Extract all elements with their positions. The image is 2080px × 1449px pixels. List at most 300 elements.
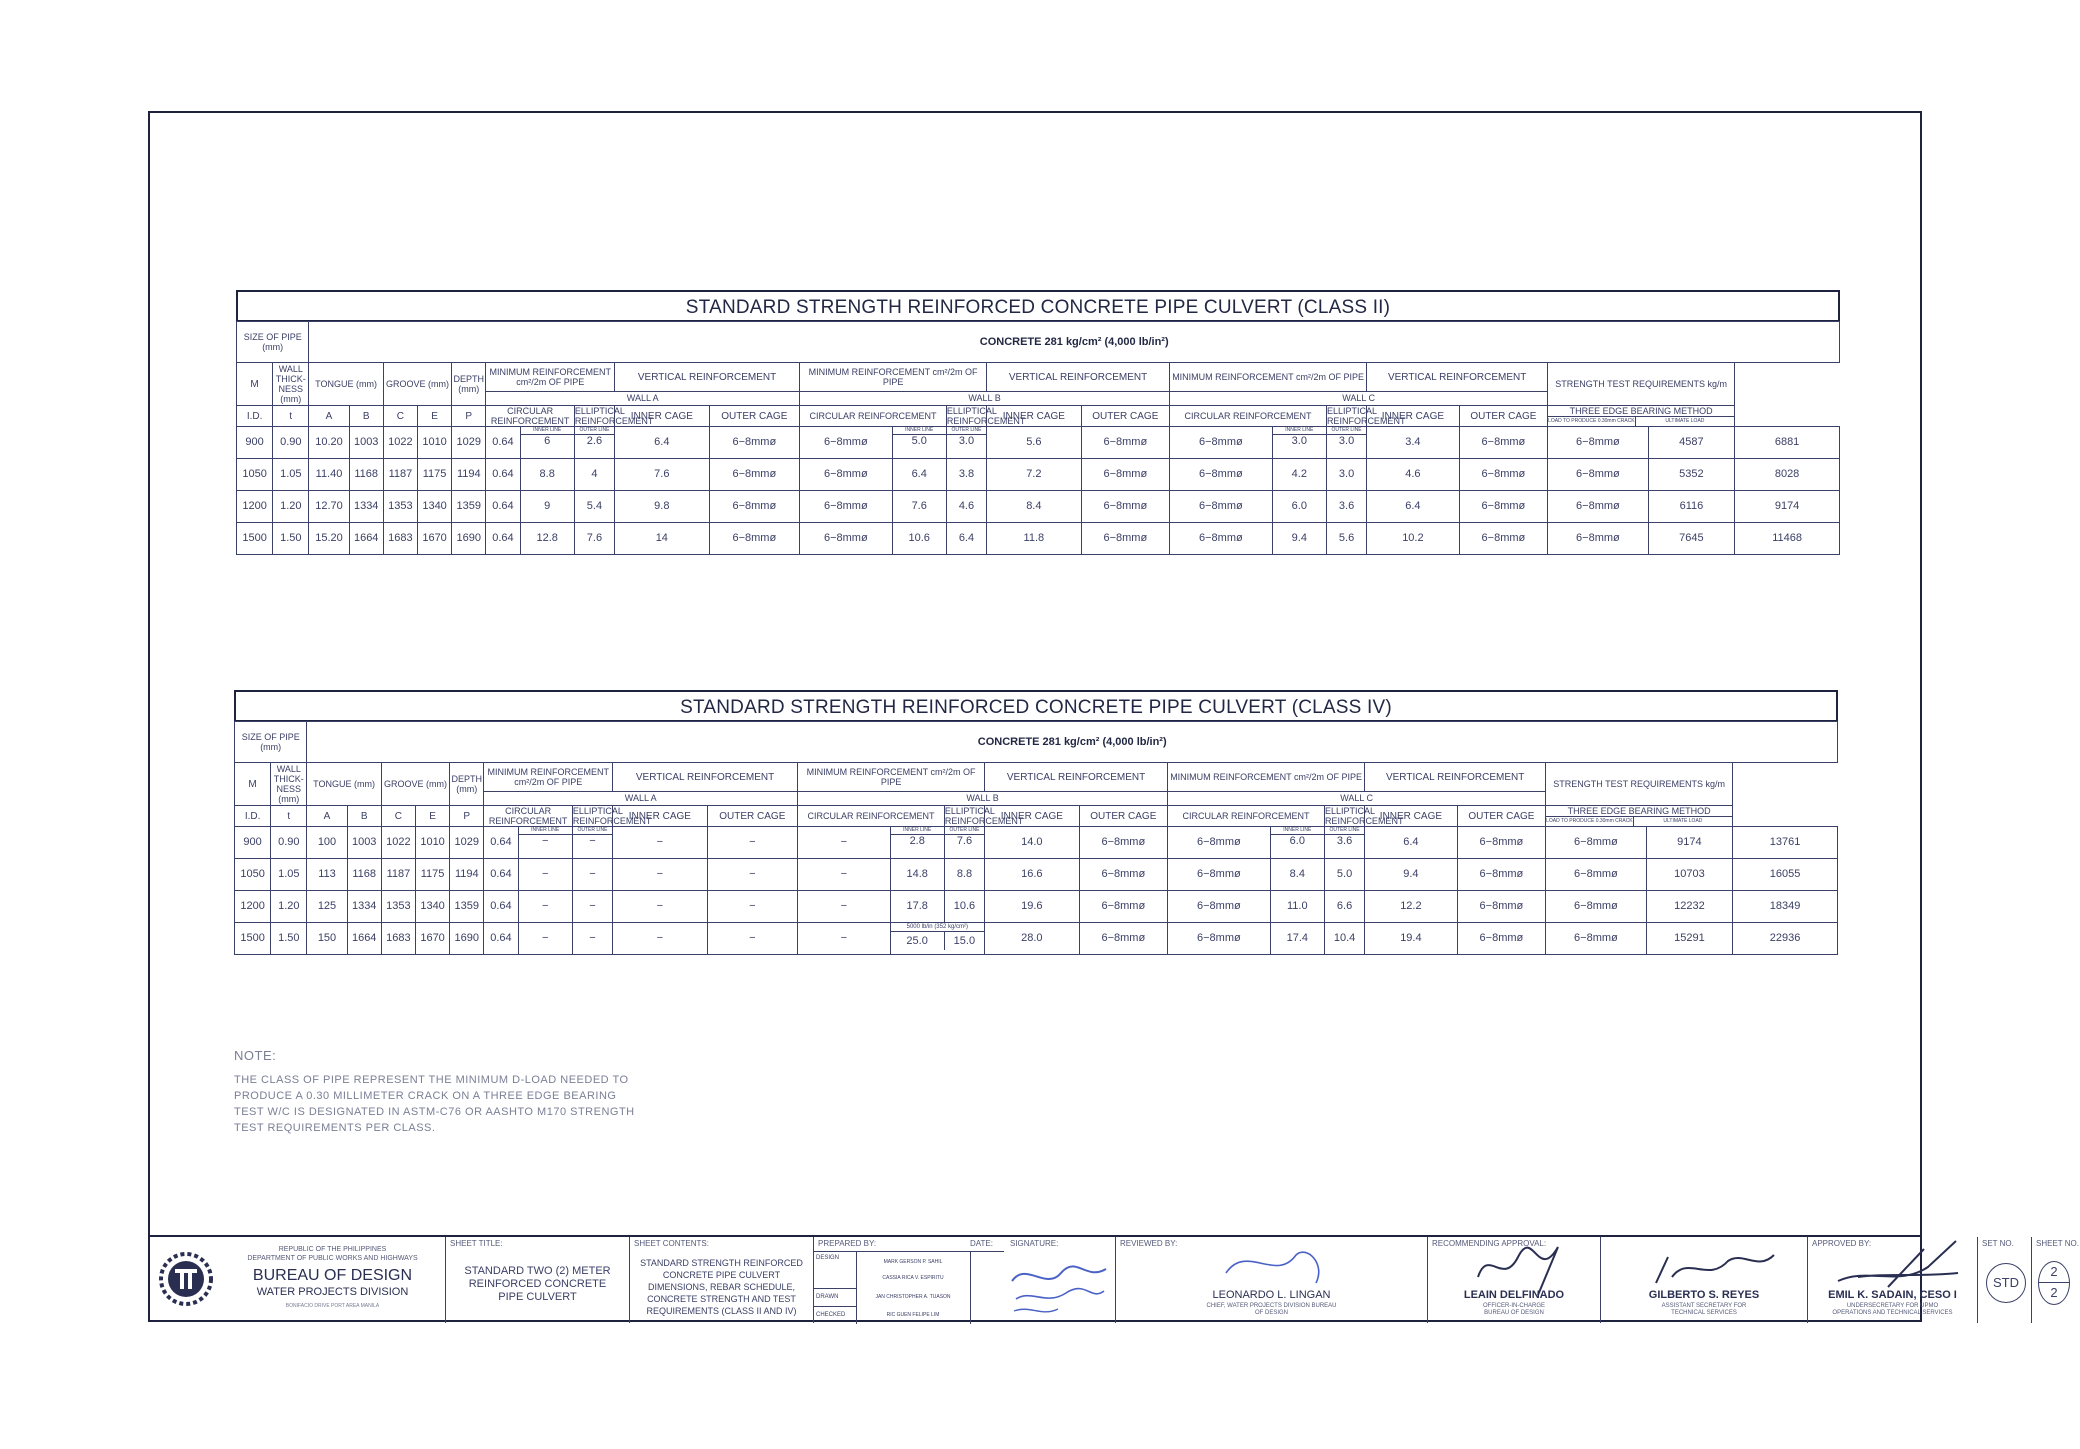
b-header: B: [349, 406, 383, 427]
table-cell: 7.2: [987, 459, 1082, 491]
table-cell: 15291: [1646, 923, 1732, 955]
groove-header: GROOVE (mm): [383, 363, 451, 406]
table-cell: 4.6: [1367, 459, 1460, 491]
min-reinforcement-header: MINIMUM REINFORCEMENT cm²/2m OF PIPE: [798, 763, 985, 792]
approver-name: EMIL K. SADAIN, CESO I: [1828, 1289, 1957, 1301]
table-cell: 14: [615, 523, 710, 555]
table-cell: −: [613, 923, 708, 955]
t-header: t: [273, 406, 309, 427]
elliptical-header: ELLIPTICAL REINFORCEMENT: [1324, 806, 1404, 826]
table-class-ii: [236, 290, 1840, 555]
table-row: [235, 827, 1838, 859]
min-reinforcement-header: MINIMUM REINFORCEMENT cm²/2m OF PIPE: [486, 363, 615, 392]
table-cell: 17.8: [890, 891, 944, 923]
line-sublabel: INNER LINE: [1273, 427, 1326, 435]
table-cell: −: [707, 923, 797, 955]
table-cell-value: 2.6: [586, 435, 603, 447]
table-cell: −: [518, 891, 572, 923]
table-body: [237, 427, 1840, 555]
wall-c-header: WALL C: [1170, 392, 1548, 406]
reviewed-by-cell: [1116, 1237, 1428, 1323]
table-cell: 6−8mmø: [709, 491, 799, 523]
line-sublabel: INNER LINE: [521, 427, 574, 435]
table-cell: 0.64: [484, 923, 518, 955]
table-cell: 11.0: [1270, 891, 1324, 923]
table-cell: 1010: [417, 427, 451, 459]
table-cell: 19.6: [985, 891, 1080, 923]
reviewed-by-label: REVIEWED BY:: [1120, 1239, 1178, 1248]
table-cell: 1353: [381, 891, 415, 923]
table-cell: 6−8mmø: [1459, 523, 1547, 555]
table-cell: 6−8mmø: [1546, 891, 1647, 923]
table-cell: 6−8mmø: [1168, 859, 1271, 891]
table-cell-value: 5.0: [911, 435, 927, 447]
table-cell: 4: [574, 459, 614, 491]
rec1-role: OFFICER-IN-CHARGE BUREAU OF DESIGN: [1483, 1303, 1545, 1316]
table-cell: 1353: [383, 491, 417, 523]
table-cell: [1272, 427, 1326, 459]
vertical-reinforcement-header: VERTICAL REINFORCEMENT: [985, 763, 1168, 792]
table-cell: 3.8: [946, 459, 986, 491]
m-header: M: [237, 363, 273, 406]
checked-label: CHECKED: [814, 1306, 857, 1324]
table-cell: 6−8mmø: [1170, 459, 1273, 491]
table-cell: 12.2: [1365, 891, 1458, 923]
table-cell: 6116: [1648, 491, 1734, 523]
table-cell: 6.6: [1324, 891, 1364, 923]
table-cell: 6−8mmø: [709, 459, 799, 491]
table-cell-value: 2.8: [909, 835, 925, 847]
table-cell: 1683: [383, 523, 417, 555]
table-cell-value: −: [589, 835, 596, 847]
date-label: DATE:: [970, 1239, 993, 1248]
strength-test-header: STRENGTH TEST REQUIREMENTS kg/m: [1546, 763, 1733, 806]
table-cell: 900: [237, 427, 273, 459]
inner-cage-header: INNER CAGE: [985, 806, 1080, 827]
table-cell: [946, 427, 986, 459]
table-cell: 1334: [347, 891, 381, 923]
table-cell: 1500: [235, 923, 271, 955]
table-body: [235, 827, 1838, 955]
table-cell: 6−8mmø: [1170, 491, 1273, 523]
rec2-name: GILBERTO S. REYES: [1648, 1289, 1760, 1301]
table-cell: 6−8mmø: [1079, 859, 1167, 891]
wall-c-header: WALL C: [1168, 792, 1546, 806]
table-cell: 19.4: [1365, 923, 1458, 955]
teb-header: [1546, 806, 1733, 827]
dpwh-seal-icon: [158, 1251, 214, 1307]
table-cell: 6−8mmø: [1548, 459, 1649, 491]
table-cell: 1029: [450, 827, 484, 859]
p-header: P: [452, 406, 486, 427]
table-cell: 6.4: [615, 427, 710, 459]
table-cell: 12.8: [520, 523, 574, 555]
table-cell: 6−8mmø: [1459, 491, 1547, 523]
table-row: [237, 427, 1840, 459]
line-sublabel: OUTER LINE: [947, 427, 986, 435]
line-sublabel: OUTER LINE: [945, 827, 984, 835]
wall-a-header: WALL A: [486, 392, 800, 406]
tongue-header: TONGUE (mm): [307, 763, 381, 806]
table-cell-value: −: [541, 835, 549, 847]
outer-cage-header: OUTER CAGE: [1457, 806, 1545, 827]
table-cell: 7.6: [892, 491, 946, 523]
set-no-cell: [1978, 1237, 2032, 1323]
table-cell: 10.4: [1324, 923, 1364, 955]
elliptical-header: ELLIPTICAL REINFORCEMENT: [574, 406, 654, 426]
id-header: I.D.: [235, 806, 271, 827]
table-cell: 11.8: [987, 523, 1082, 555]
table-row: [235, 859, 1838, 891]
set-no-value: STD: [1986, 1263, 2026, 1303]
table-cell: −: [707, 827, 797, 859]
table-cell: 7.6: [574, 523, 614, 555]
min-reinforcement-header: MINIMUM REINFORCEMENT cm²/2m OF PIPE: [484, 763, 613, 792]
table-cell: 1.50: [271, 923, 307, 955]
table-cell: 1194: [450, 859, 484, 891]
table-cell: 10.6: [892, 523, 946, 555]
sheet-contents-label: SHEET CONTENTS:: [634, 1239, 709, 1248]
table-cell: 6−8mmø: [1459, 459, 1547, 491]
table-cell: 16055: [1733, 859, 1838, 891]
vertical-reinforcement-header: VERTICAL REINFORCEMENT: [613, 763, 798, 792]
wall-b-header: WALL B: [800, 392, 1170, 406]
size-of-pipe-header: SIZE OF PIPE (mm): [237, 322, 309, 363]
vertical-reinforcement-header: VERTICAL REINFORCEMENT: [1367, 363, 1548, 392]
table-cell-value: 3.0: [958, 435, 975, 447]
vertical-reinforcement-header: VERTICAL REINFORCEMENT: [615, 363, 800, 392]
table-grid: [236, 321, 1840, 555]
table-cell: 6−8mmø: [1079, 827, 1167, 859]
agency-cell: [150, 1237, 446, 1323]
table-cell-value: 3.0: [1338, 435, 1355, 447]
table-cell: 8.8: [520, 459, 574, 491]
table-cell: 6−8mmø: [1546, 827, 1647, 859]
m-header: M: [235, 763, 271, 806]
circular-header: CIRCULAR REINFORCEMENT: [484, 806, 572, 827]
circular-header: CIRCULAR REINFORCEMENT: [798, 806, 945, 827]
table-cell: 6−8mmø: [1457, 859, 1545, 891]
table-cell: 13761: [1733, 827, 1838, 859]
table-cell: 5.6: [1326, 523, 1366, 555]
table-cell: [518, 827, 572, 859]
table-cell: 6−8mmø: [800, 523, 893, 555]
signature-scribble-icon: [1468, 1237, 1578, 1297]
table-cell: 6−8mmø: [1548, 491, 1649, 523]
table-cell: 0.64: [486, 427, 520, 459]
table-cell-value: 15.0: [953, 935, 976, 947]
concrete-strength-header: CONCRETE 281 kg/cm² (4,000 lb/in²): [309, 322, 1840, 363]
table-cell: 7.6: [615, 459, 710, 491]
table-cell: 1175: [417, 459, 451, 491]
table-cell: 9174: [1646, 827, 1732, 859]
table-cell: 1683: [381, 923, 415, 955]
min-reinforcement-header: MINIMUM REINFORCEMENT cm²/2m OF PIPE: [1168, 763, 1365, 792]
table-cell: 1359: [452, 491, 486, 523]
design-name-2: CASSIA RICA V. ESPIRITU: [882, 1275, 944, 1281]
table-cell: 0.90: [271, 827, 307, 859]
table-cell: 6.4: [892, 459, 946, 491]
table-cell: 6−8mmø: [1081, 523, 1169, 555]
table-cell: 150: [307, 923, 347, 955]
line-sublabel: OUTER LINE: [1325, 827, 1364, 835]
table-cell-value: 25.0: [891, 932, 945, 950]
signature-scribble-icon: [1648, 1247, 1778, 1291]
table-cell: −: [518, 859, 572, 891]
inner-cage-header: INNER CAGE: [987, 406, 1082, 427]
table-cell: 1003: [347, 827, 381, 859]
e-header: E: [415, 806, 449, 827]
ultimate-load-header: ULTIMATE LOAD: [1663, 818, 1703, 824]
title-block: [150, 1235, 2079, 1323]
table-cell: 1500: [237, 523, 273, 555]
table-cell: 113: [307, 859, 347, 891]
table-cell: [574, 427, 614, 459]
line-sublabel: INNER LINE: [519, 827, 572, 835]
sheet-title-cell: [446, 1237, 630, 1323]
table-cell: −: [613, 859, 708, 891]
signature-scribble-icon: [1006, 1251, 1114, 1321]
table-cell: 0.64: [484, 891, 518, 923]
table-cell: 10.6: [944, 891, 984, 923]
circular-header: CIRCULAR REINFORCEMENT: [486, 406, 574, 427]
table-cell: 8.8: [944, 859, 984, 891]
table-cell: 6−8mmø: [1170, 523, 1273, 555]
table-cell: 0.64: [484, 859, 518, 891]
table-cell: 28.0: [985, 923, 1080, 955]
table-cell: 0.64: [484, 827, 518, 859]
table-cell: 1175: [415, 859, 449, 891]
table-cell: 900: [235, 827, 271, 859]
table-cell: 100: [307, 827, 347, 859]
table-cell: −: [707, 859, 797, 891]
table-cell: 4587: [1648, 427, 1734, 459]
tongue-header: TONGUE (mm): [309, 363, 383, 406]
table-cell: 6−8mmø: [800, 427, 893, 459]
checked-name: RIC GUEN FELIPE LIM: [886, 1312, 940, 1318]
outer-cage-header: OUTER CAGE: [707, 806, 797, 827]
groove-header: GROOVE (mm): [381, 763, 449, 806]
bureau-name: BUREAU OF DESIGN: [252, 1267, 413, 1284]
signature-scribble-icon: [1216, 1243, 1336, 1291]
line-sublabel: OUTER LINE: [573, 827, 612, 835]
table-cell: 6.4: [1367, 491, 1460, 523]
e-header: E: [417, 406, 451, 427]
sheet-no-badge: [2038, 1261, 2070, 1305]
table-cell: −: [613, 891, 708, 923]
wall-thickness-header: WALL THICK-NESS (mm): [273, 363, 309, 406]
table-row: [237, 523, 1840, 555]
table-cell: 6−8mmø: [1457, 891, 1545, 923]
table-cell: 1334: [349, 491, 383, 523]
sheet-title: STANDARD TWO (2) METER REINFORCED CONCRETE PIPE CULVERT: [464, 1265, 611, 1303]
vertical-reinforcement-header: VERTICAL REINFORCEMENT: [1365, 763, 1546, 792]
table-cell: 1670: [415, 923, 449, 955]
table-cell: 1340: [415, 891, 449, 923]
table-cell: 6−8mmø: [800, 491, 893, 523]
table-cell: [1324, 827, 1364, 859]
table-cell: 6−8mmø: [1079, 923, 1167, 955]
table-cell: 6−8mmø: [1548, 523, 1649, 555]
table-cell: 1194: [452, 459, 486, 491]
wall-b-header: WALL B: [798, 792, 1168, 806]
table-cell: −: [572, 859, 612, 891]
table-cell: 6.4: [1365, 827, 1458, 859]
table-cell: 1200: [235, 891, 271, 923]
address-text: BONIFACIO DRIVE PORT AREA MANILA: [285, 1303, 380, 1309]
teb-label: THREE EDGE BEARING METHOD: [1546, 806, 1732, 817]
table-cell: 1029: [452, 427, 486, 459]
table-cell: −: [707, 891, 797, 923]
table-cell: 14.8: [890, 859, 944, 891]
table-title: STANDARD STRENGTH REINFORCED CONCRETE PIPE CULVERT (CLASS II): [236, 290, 1840, 321]
table-cell: 0.64: [486, 523, 520, 555]
note-heading: NOTE:: [234, 1048, 277, 1063]
sheet-title-label: SHEET TITLE:: [450, 1239, 503, 1248]
sheet-no-label: SHEET NO.: [2036, 1239, 2079, 1248]
line-sublabel: OUTER LINE: [1327, 427, 1366, 435]
drawn-label: DRAWN: [814, 1288, 857, 1307]
table-cell: 5.0: [1324, 859, 1364, 891]
rec2-role: ASSISTANT SECRETARY FOR TECHNICAL SERVICES: [1661, 1303, 1747, 1316]
table-cell: 3.6: [1326, 491, 1366, 523]
table-cell: −: [613, 827, 708, 859]
table-cell: 6−8mmø: [1081, 491, 1169, 523]
table-cell: [892, 427, 946, 459]
elliptical-header: ELLIPTICAL REINFORCEMENT: [944, 806, 1024, 826]
table-cell-value: 7.6: [956, 835, 973, 847]
table-cell: 1.20: [271, 891, 307, 923]
general-note: [234, 1048, 644, 1136]
table-cell: 125: [307, 891, 347, 923]
table-cell: 6−8mmø: [1079, 891, 1167, 923]
table-cell: −: [798, 827, 891, 859]
approved-by-cell: [1808, 1237, 1978, 1323]
rec1-name: LEAIN DELFINADO: [1463, 1289, 1565, 1301]
depth-header: DEPTH (mm): [452, 363, 486, 406]
table-row: [237, 491, 1840, 523]
outer-cage-header: OUTER CAGE: [1459, 406, 1547, 427]
table-cell: 4.6: [946, 491, 986, 523]
table-cell: 1003: [349, 427, 383, 459]
table-cell: 6−8mmø: [1168, 923, 1271, 955]
ultimate-load-header: ULTIMATE LOAD: [1665, 418, 1705, 424]
strength-test-header: STRENGTH TEST REQUIREMENTS kg/m: [1548, 363, 1735, 406]
table-cell: 1010: [415, 827, 449, 859]
table-cell: [944, 827, 984, 859]
recommending-cell: [1428, 1237, 1808, 1323]
table-cell-value: 3.0: [1291, 435, 1307, 447]
vertical-reinforcement-header: VERTICAL REINFORCEMENT: [987, 363, 1170, 392]
elliptical-header: ELLIPTICAL REINFORCEMENT: [946, 406, 1026, 426]
table-cell: −: [798, 859, 891, 891]
table-cell: 10.2: [1367, 523, 1460, 555]
table-cell: 6−8mmø: [1081, 459, 1169, 491]
table-cell: 6−8mmø: [1457, 923, 1545, 955]
table-cell: 8.4: [1270, 859, 1324, 891]
table-row: [235, 891, 1838, 923]
table-cell: 6−8mmø: [1548, 427, 1649, 459]
table-cell: 1050: [235, 859, 271, 891]
table-cell: 6−8mmø: [1546, 859, 1647, 891]
design-label: DESIGN: [814, 1252, 857, 1289]
table-cell: 6−8mmø: [1546, 923, 1647, 955]
table-cell: [890, 827, 944, 859]
sheet-contents: STANDARD STRENGTH REINFORCED CONCRETE PIPE CULVERT DIMENSIONS, REBAR SCHEDULE, CONCRETE STRENGTH AND TEST REQUIREMENTS (CLASS II AND IV): [640, 1258, 803, 1316]
division-name: WATER PROJECTS DIVISION: [256, 1286, 409, 1298]
c-header: C: [381, 806, 415, 827]
table-cell: 9.4: [1272, 523, 1326, 555]
approver-role: UNDERSECRETARY FOR UPMO OPERATIONS AND TECHNICAL SERVICES: [1832, 1303, 1953, 1316]
table-cell: 1664: [349, 523, 383, 555]
wall-a-header: WALL A: [484, 792, 798, 806]
set-no-label: SET NO.: [1982, 1239, 2014, 1248]
concrete-strength-header: CONCRETE 281 kg/cm² (4,000 lb/in²): [307, 722, 1838, 763]
prepared-by-label: PREPARED BY:: [818, 1239, 877, 1248]
table-cell: 1022: [381, 827, 415, 859]
line-sublabel: OUTER LINE: [575, 427, 614, 435]
table-cell: 1187: [383, 459, 417, 491]
inner-cage-header: INNER CAGE: [1365, 806, 1458, 827]
table-cell: [1270, 827, 1324, 859]
drawn-name: JAN CHRISTOPHER A. TUASON: [875, 1294, 951, 1300]
size-of-pipe-header: SIZE OF PIPE (mm): [235, 722, 307, 763]
teb-header: [1548, 406, 1735, 427]
table-cell: [1326, 427, 1366, 459]
table-cell: 7645: [1648, 523, 1734, 555]
table-cell: 6−8mmø: [1457, 827, 1545, 859]
table-cell-value: 3.6: [1336, 835, 1353, 847]
min-reinforcement-header: MINIMUM REINFORCEMENT cm²/2m OF PIPE: [1170, 363, 1367, 392]
table-row: [237, 459, 1840, 491]
circular-header: CIRCULAR REINFORCEMENT: [800, 406, 947, 427]
a-header: A: [309, 406, 349, 427]
table-class-iv: [234, 690, 1838, 955]
table-title: STANDARD STRENGTH REINFORCED CONCRETE PIPE CULVERT (CLASS IV): [234, 690, 1838, 721]
table-cell-value: 6.0: [1289, 835, 1305, 847]
table-cell: 1200: [237, 491, 273, 523]
a-header: A: [307, 806, 347, 827]
table-cell: 22936: [1733, 923, 1838, 955]
sheet-contents-cell: [630, 1237, 814, 1323]
table-cell: 6−8mmø: [709, 523, 799, 555]
signature-label: SIGNATURE:: [1010, 1239, 1059, 1248]
table-cell: 1022: [383, 427, 417, 459]
table-cell: 1690: [450, 923, 484, 955]
table-cell: 1664: [347, 923, 381, 955]
table-cell: 0.64: [486, 459, 520, 491]
table-cell: 1.05: [271, 859, 307, 891]
circular-header: CIRCULAR REINFORCEMENT: [1170, 406, 1327, 427]
table-cell: −: [518, 923, 572, 955]
table-cell: 12232: [1646, 891, 1732, 923]
table-cell: 1187: [381, 859, 415, 891]
table-cell: 5.6: [987, 427, 1082, 459]
table-cell: 11.40: [309, 459, 349, 491]
elliptical-header: ELLIPTICAL REINFORCEMENT: [1326, 406, 1406, 426]
table-cell: 6−8mmø: [800, 459, 893, 491]
table-cell: 9: [520, 491, 574, 523]
line-sublabel: INNER LINE: [1271, 827, 1324, 835]
table-cell: 9.4: [1365, 859, 1458, 891]
p-header: P: [450, 806, 484, 827]
table-cell: 11468: [1735, 523, 1840, 555]
table-cell: 6.4: [946, 523, 986, 555]
table-cell: −: [798, 923, 891, 955]
inner-cage-header: INNER CAGE: [613, 806, 708, 827]
table-cell: 8028: [1735, 459, 1840, 491]
id-header: I.D.: [237, 406, 273, 427]
